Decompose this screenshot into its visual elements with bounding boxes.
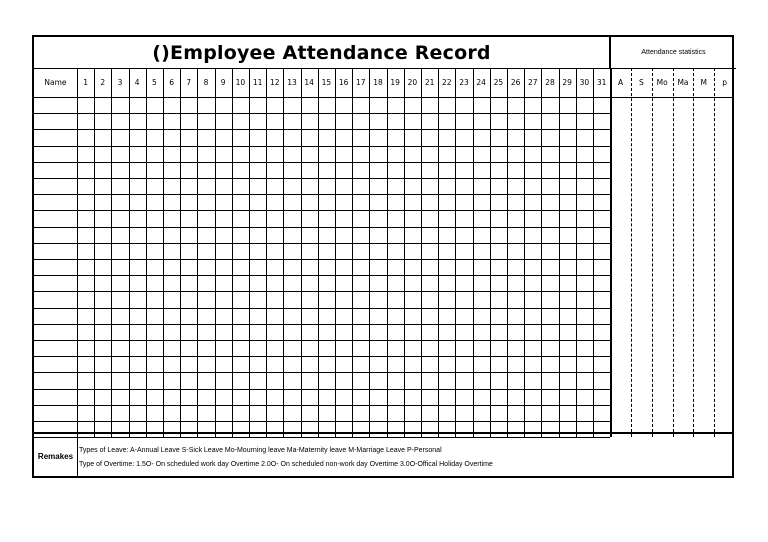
day-column-header: 10 (235, 78, 246, 87)
table-row-line (34, 356, 610, 357)
stat-column-header: M (700, 78, 708, 87)
grid-line (249, 68, 250, 437)
remarks-section (34, 432, 734, 478)
day-column-header: 22 (442, 78, 452, 87)
day-column-header: 25 (493, 78, 504, 87)
table-row-line (34, 372, 610, 373)
grid-line (266, 68, 267, 437)
table-row-line (34, 97, 610, 98)
day-column-header: 24 (476, 78, 486, 87)
stats-header-line (610, 97, 734, 98)
day-column-header: 7 (186, 78, 192, 87)
day-column-header: 21 (424, 78, 435, 87)
table-row-line (34, 146, 610, 147)
day-column-header: 19 (390, 78, 400, 87)
grid-line (94, 68, 95, 437)
day-column-header: 31 (596, 78, 607, 87)
table-row-line (34, 178, 610, 179)
table-row-line (34, 291, 610, 292)
table-row-line (34, 194, 610, 195)
grid-line (404, 68, 405, 437)
day-column-header: 8 (203, 78, 209, 87)
grid-line (197, 68, 198, 437)
grid-line (77, 68, 78, 437)
day-column-header: 18 (373, 78, 383, 87)
grid-line (352, 68, 353, 437)
grid-line (473, 68, 474, 437)
table-row-line (34, 340, 610, 341)
grid-line (318, 68, 319, 437)
grid-line (301, 68, 302, 437)
table-row-line (34, 308, 610, 309)
grid-line (714, 68, 715, 437)
day-column-header: 14 (304, 78, 314, 87)
table-row-line (34, 162, 610, 163)
grid-line (593, 68, 594, 437)
day-column-header: 29 (562, 78, 572, 87)
table-row-line (34, 275, 610, 276)
day-column-header: 27 (528, 78, 538, 87)
grid-line (541, 68, 542, 437)
grid-line (129, 68, 130, 437)
grid-line (111, 68, 112, 437)
day-column-header: 28 (545, 78, 555, 87)
stat-column-header: A (618, 78, 624, 87)
table-row-line (34, 259, 610, 260)
table-row-line (34, 421, 610, 422)
day-column-header: 12 (270, 78, 280, 87)
attendance-grid (34, 68, 734, 432)
day-column-header: 13 (287, 78, 297, 87)
attendance-sheet (32, 35, 734, 478)
day-column-header: 15 (321, 78, 332, 87)
day-column-header: 1 (83, 78, 88, 87)
remarks-text (79, 444, 493, 472)
grid-line (438, 68, 439, 437)
table-row-line (34, 113, 610, 114)
day-column-header: 17 (356, 78, 366, 87)
table-row-line (34, 324, 610, 325)
day-column-header: 16 (338, 78, 349, 87)
grid-line (455, 68, 456, 437)
overtime-types-note: Type of Overtime: 1.5O- On scheduled work day Overtime 2.0O- On scheduled non-work day Overtime 3.0O-Offical Holiday Overtime (79, 461, 493, 468)
grid-line (215, 68, 216, 437)
day-column-header: 2 (100, 78, 106, 87)
leave-types-note: Types of Leave: A-Annual Leave S-Sick Leave Mo-Mourning leave Ma-Maternity leave M-Marriage Leave P-Personal (79, 447, 442, 454)
remarks-label: Remakes (34, 434, 78, 478)
grid-line (180, 68, 181, 437)
day-column-header: 26 (510, 78, 521, 87)
stats-header: Attendance statistics (609, 37, 736, 69)
stat-column-header: S (639, 78, 644, 87)
day-column-header: 23 (459, 78, 469, 87)
grid-line (421, 68, 422, 437)
grid-line (146, 68, 147, 437)
table-row-line (34, 227, 610, 228)
day-column-header: 3 (117, 78, 123, 87)
page-title: ()Employee Attendance Record (34, 37, 609, 69)
table-row-line (34, 129, 610, 130)
table-row-line (34, 243, 610, 244)
day-column-header: 6 (169, 78, 174, 87)
grid-line (369, 68, 370, 437)
grid-line (576, 68, 577, 437)
grid-line (693, 68, 694, 437)
grid-line (652, 68, 653, 437)
stat-column-header: Mo (656, 78, 668, 87)
grid-line (490, 68, 491, 437)
name-column-header: Name (44, 78, 67, 87)
grid-line (559, 68, 560, 437)
grid-line (524, 68, 525, 437)
grid-line (631, 68, 632, 437)
stat-column-header: Ma (677, 78, 689, 87)
day-column-header: 5 (152, 78, 157, 87)
grid-line (673, 68, 674, 437)
table-row-line (34, 389, 610, 390)
grid-line (283, 68, 284, 437)
stat-column-header: p (722, 78, 727, 87)
day-column-header: 11 (252, 78, 263, 87)
grid-line (232, 68, 233, 437)
grid-line (335, 68, 336, 437)
day-column-header: 9 (220, 78, 226, 87)
grid-line (387, 68, 388, 437)
stats-separator (610, 68, 612, 437)
table-row-line (34, 405, 610, 406)
day-column-header: 4 (134, 78, 140, 87)
grid-line (507, 68, 508, 437)
table-row-line (34, 210, 610, 211)
day-column-header: 20 (407, 78, 418, 87)
day-column-header: 30 (579, 78, 590, 87)
grid-line (163, 68, 164, 437)
